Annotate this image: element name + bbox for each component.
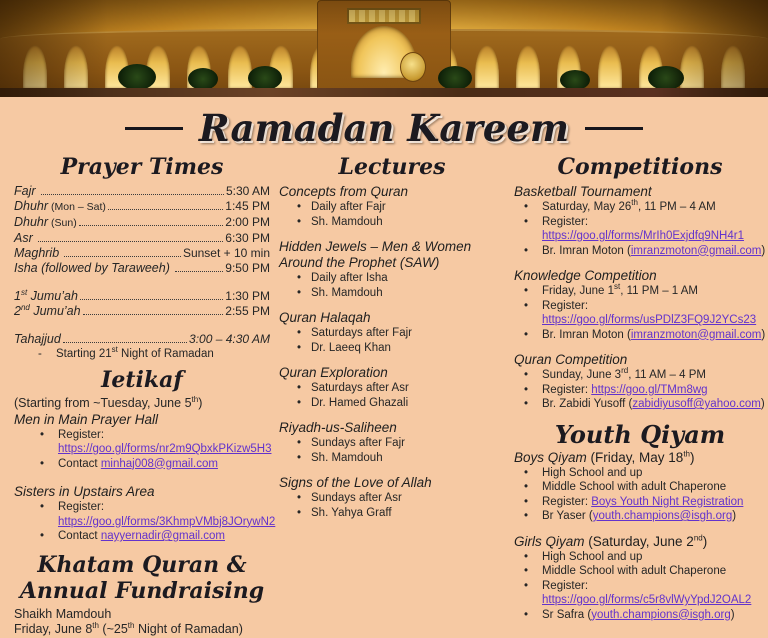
contact-line: • Br. Imran Moton (imranzmoton@gmail.com) xyxy=(514,244,766,259)
arch-icon xyxy=(680,45,704,89)
sisters-register-link[interactable]: https://goo.gl/forms/3KhmpVMbj8JOrywN2 xyxy=(58,515,276,528)
prayer-row-dhuhr-weekday xyxy=(14,199,270,215)
lecture-detail: • Sundays after Asr xyxy=(279,491,505,506)
arch-icon xyxy=(598,45,622,89)
lecture-item xyxy=(279,310,505,355)
boys-contact-email-link[interactable]: youth.champions@isgh.org xyxy=(592,510,733,522)
contact-line: • Br. Imran Moton (imranzmoton@gmail.com) xyxy=(514,328,766,343)
qiyam-detail: • Middle School with adult Chaperone xyxy=(514,564,766,579)
qiyam-detail: • High School and up xyxy=(514,550,766,565)
lecture-title: Concepts from Quran xyxy=(279,184,409,199)
competition-date: • Saturday, May 26th, 11 PM – 4 AM xyxy=(514,200,766,215)
lecture-detail: • Sh. Mamdouh xyxy=(279,215,505,230)
prayer-name: Fajr xyxy=(14,184,36,198)
prayer-name: Dhuhr xyxy=(14,215,49,229)
prayer-row-isha xyxy=(14,261,270,276)
contact-line: • Contact minhaj008@gmail.com xyxy=(14,457,270,472)
register-line: • Register: https://goo.gl/forms/usPDlZ3FQ9J2YCs23 xyxy=(514,299,766,328)
prayer-name: 1st Jumu’ah xyxy=(14,287,78,303)
lectures-heading: Lectures xyxy=(338,154,446,180)
prayer-row-second-jumuah xyxy=(14,304,270,319)
spacer xyxy=(14,276,270,289)
arch-icon xyxy=(64,45,88,89)
prayer-times-heading: Prayer Times xyxy=(60,154,224,180)
prayer-name: 2nd Jumu’ah xyxy=(14,302,81,318)
lecture-item xyxy=(279,239,505,300)
lecture-title: Quran Halaqah xyxy=(279,310,371,325)
palm-tree xyxy=(248,66,282,90)
girls-qiyam xyxy=(514,534,766,623)
girls-register-link[interactable]: https://goo.gl/forms/c5r8vlWyYpdJ2OAL2 xyxy=(542,594,752,606)
lecture-detail: • Sh. Mamdouh xyxy=(279,286,505,301)
ietikaf-men-list xyxy=(14,428,270,472)
title-rule-left xyxy=(125,127,183,130)
girls-qiyam-title: Girls Qiyam (Saturday, June 2nd) xyxy=(514,533,708,549)
competition-date: • Sunday, June 3rd, 11 AM – 4 PM xyxy=(514,368,766,383)
column-lectures xyxy=(279,152,505,638)
youth-qiyam-heading: Youth Qiyam xyxy=(554,419,726,449)
lecture-detail: • Saturdays after Asr xyxy=(279,381,505,396)
arch-icon xyxy=(516,45,540,89)
ietikaf-sisters-list xyxy=(14,500,276,544)
register-line: • Register: https://goo.gl/forms/nr2m9QbxkPKizw5H3 xyxy=(14,428,270,457)
competition-date: • Friday, June 1st, 11 PM – 1 AM xyxy=(514,284,766,299)
ground-strip xyxy=(0,88,768,97)
tahajjud-note: - Starting 21st Night of Ramadan xyxy=(38,345,214,360)
lecture-title: Quran Exploration xyxy=(279,365,388,380)
prayer-name: Asr xyxy=(14,231,33,245)
qiyam-detail: • High School and up xyxy=(514,466,766,481)
palm-tree xyxy=(118,64,156,90)
contact-line: • Br. Zabidi Yusoff (zabidiyusoff@yahoo.com) xyxy=(514,397,766,412)
ietikaf-heading: Ietikaf xyxy=(101,367,183,393)
page-title: Ramadan Kareem xyxy=(198,106,570,150)
competition-quran xyxy=(514,352,766,412)
sisters-contact-email-link[interactable]: nayyernadir@gmail.com xyxy=(100,530,225,542)
contact-line: • Br Yaser (youth.champions@isgh.org) xyxy=(514,509,766,524)
khatam-date: Friday, June 8th (~25th Night of Ramadan) xyxy=(14,620,243,636)
prayer-name: Isha (followed by Taraweeh) xyxy=(14,261,170,275)
contact-line: • Sr Safra (youth.champions@isgh.org) xyxy=(514,608,766,623)
dotted-leader xyxy=(79,225,224,226)
spacer xyxy=(14,471,270,484)
boys-register-link[interactable]: Boys Youth Night Registration xyxy=(591,495,744,508)
register-line: • Register: https://goo.gl/forms/c5r8vlWyYpdJ2OAL2 xyxy=(514,579,766,608)
lecture-detail: • Sh. Mamdouh xyxy=(279,451,505,466)
dotted-leader xyxy=(108,209,223,210)
prayer-time: 2:00 PM xyxy=(225,215,270,229)
prayer-note: (Mon – Sat) xyxy=(51,201,106,213)
basketball-register-link[interactable]: https://goo.gl/forms/MrIh0Exjdfq9NH4r1 xyxy=(542,230,744,242)
column-competitions xyxy=(514,152,766,638)
dotted-leader xyxy=(63,342,187,343)
khatam-heading: Khatam Quran & Annual Fundraising xyxy=(19,551,265,604)
calligraphy-sign xyxy=(347,8,421,24)
lecture-item xyxy=(279,184,505,229)
competition-title: Knowledge Competition xyxy=(514,268,657,283)
competition-title: Quran Competition xyxy=(514,352,628,367)
lecture-detail: • Daily after Isha xyxy=(279,271,505,286)
register-line: • Register: Boys Youth Night Registration xyxy=(514,495,766,510)
qiyam-detail: • Middle School with adult Chaperone xyxy=(514,480,766,495)
prayer-name: Tahajjud xyxy=(14,332,61,346)
knowledge-contact-email-link[interactable]: imranzmoton@gmail.com xyxy=(630,328,762,341)
lecture-detail: • Dr. Hamed Ghazali xyxy=(279,396,505,411)
lecture-detail: • Saturdays after Fajr xyxy=(279,326,505,341)
lecture-title: Signs of the Love of Allah xyxy=(279,475,432,490)
quran-contact-email-link[interactable]: zabidiyusoff@yahoo.com xyxy=(632,398,761,410)
lecture-detail: • Sundays after Fajr xyxy=(279,436,505,451)
prayer-row-tahajjud xyxy=(14,332,270,347)
prayer-time: 5:30 AM xyxy=(225,184,270,198)
title-rule-right xyxy=(585,127,643,130)
lecture-item xyxy=(279,475,505,520)
contact-line: • Contact nayyernadir@gmail.com xyxy=(14,529,270,544)
prayer-name: Dhuhr xyxy=(14,199,49,213)
competition-title: Basketball Tournament xyxy=(514,184,652,199)
prayer-note: (Sun) xyxy=(51,217,77,229)
lecture-detail: • Sh. Yahya Graff xyxy=(279,506,505,521)
knowledge-register-link[interactable]: https://goo.gl/forms/usPDlZ3FQ9J2YCs23 xyxy=(542,314,757,326)
arch-icon xyxy=(475,45,499,89)
mosque-entrance xyxy=(317,0,451,89)
competitions-heading: Competitions xyxy=(557,154,723,180)
quran-register-link[interactable]: https://goo.gl/TMm8wg xyxy=(591,383,708,396)
khatam-speaker: Shaikh Mamdouh xyxy=(14,606,112,621)
competition-basketball xyxy=(514,184,766,258)
men-register-link[interactable]: https://goo.gl/forms/nr2m9QbxkPKizw5H3 xyxy=(58,443,272,455)
crescent-emblem-icon xyxy=(400,52,426,82)
mosque-photo xyxy=(0,0,768,97)
prayer-row-maghrib xyxy=(14,246,270,261)
men-contact-email-link[interactable]: minhaj008@gmail.com xyxy=(100,457,218,470)
ietikaf-sisters-title: Sisters in Upstairs Area xyxy=(14,484,155,499)
title-band xyxy=(0,97,768,150)
prayer-time: 1:30 PM xyxy=(225,289,270,303)
dotted-leader xyxy=(41,194,224,195)
prayer-time: 1:45 PM xyxy=(225,199,270,213)
column-prayer-times xyxy=(14,152,276,638)
dotted-leader xyxy=(38,241,224,242)
dotted-leader xyxy=(80,299,223,300)
prayer-row-fajr xyxy=(14,184,270,199)
prayer-time: 2:55 PM xyxy=(225,304,270,318)
content-columns xyxy=(0,150,768,638)
spacer xyxy=(14,319,270,332)
register-line: • Register: https://goo.gl/TMm8wg xyxy=(514,383,766,398)
prayer-row-asr xyxy=(14,231,270,246)
prayer-row-dhuhr-sunday xyxy=(14,215,270,231)
lecture-detail: • Dr. Laeeq Khan xyxy=(279,341,505,356)
lecture-title: Hidden Jewels – Men & Women Around the Prophet (SAW) xyxy=(279,239,472,270)
palm-tree xyxy=(560,70,590,90)
lecture-item xyxy=(279,420,505,465)
prayer-time: 3:00 – 4:30 AM xyxy=(189,332,270,346)
boys-qiyam xyxy=(514,450,766,524)
palm-tree xyxy=(188,68,218,90)
competition-knowledge xyxy=(514,268,766,342)
palm-tree xyxy=(648,66,684,90)
girls-contact-email-link[interactable]: youth.champions@isgh.org xyxy=(591,608,731,621)
arch-icon xyxy=(721,45,745,89)
register-line: • Register: https://goo.gl/forms/MrIh0Exjdfq9NH4r1 xyxy=(514,215,766,244)
dotted-leader xyxy=(175,271,223,272)
ietikaf-men-title: Men in Main Prayer Hall xyxy=(14,411,159,427)
lecture-title: Riyadh-us-Saliheen xyxy=(279,420,397,435)
prayer-name: Maghrib xyxy=(14,246,60,260)
prayer-time: 9:50 PM xyxy=(225,261,270,275)
ietikaf-subtitle: (Starting from ~Tuesday, June 5th) xyxy=(14,394,203,410)
palm-tree xyxy=(438,66,472,90)
lecture-detail: • Daily after Fajr xyxy=(279,200,505,215)
prayer-row-first-jumuah xyxy=(14,289,270,304)
prayer-time: Sunset + 10 min xyxy=(182,246,270,260)
dotted-leader xyxy=(64,256,181,257)
arch-icon xyxy=(23,45,47,89)
boys-qiyam-title: Boys Qiyam (Friday, May 18th) xyxy=(514,449,695,465)
lecture-item xyxy=(279,365,505,410)
register-line: • Register: https://goo.gl/forms/3KhmpVMbj8JOrywN2 xyxy=(14,500,270,529)
prayer-time: 6:30 PM xyxy=(225,231,270,245)
dotted-leader xyxy=(83,314,224,315)
basketball-contact-email-link[interactable]: imranzmoton@gmail.com xyxy=(630,244,762,257)
